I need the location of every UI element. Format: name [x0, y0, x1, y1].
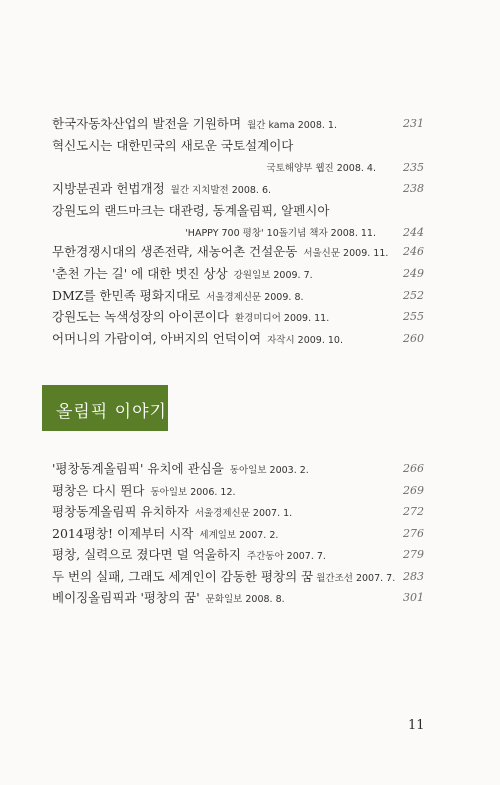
- entry-page: 238: [403, 182, 424, 195]
- entry-source: 월간 kama 2008. 1.: [247, 120, 337, 131]
- entry-page: 279: [403, 548, 424, 561]
- toc-entry: [52, 138, 424, 177]
- toc-entry: [52, 244, 424, 262]
- toc-entry: [52, 526, 424, 544]
- entry-title: 강원도는 녹색성장의 아이콘이다: [52, 309, 229, 324]
- entry-source: 서울신문 2009. 11.: [303, 248, 389, 259]
- entry-title: 한국자동차산업의 발전을 기원하며: [52, 116, 242, 131]
- toc-entry: [52, 181, 424, 199]
- entry-page: 244: [403, 226, 424, 239]
- entry-title: '춘천 가는 길' 에 대한 벗진 상상: [52, 266, 228, 281]
- toc-entry: [52, 569, 424, 587]
- entry-page: 283: [403, 570, 424, 583]
- toc-entry: [52, 266, 424, 284]
- entry-source: 세계일보 2007. 2.: [199, 530, 279, 541]
- entry-title: 무한경쟁시대의 생존전략, 새농어촌 건설운동: [52, 244, 298, 259]
- entry-title: 베이징올림픽과 '평창의 꿈': [52, 590, 200, 605]
- entry-title: 평창동계올림픽 유치하자: [52, 504, 189, 519]
- toc-entry: [52, 504, 424, 522]
- entry-page: 235: [403, 161, 424, 174]
- entry-source: 주간동아 2007. 7.: [246, 551, 326, 562]
- entry-title: 혁신도시는 대한민국의 새로운 국토설계이다: [52, 138, 294, 153]
- entry-page: 255: [403, 310, 424, 323]
- entry-source: 서울경제신문 2009. 8.: [206, 292, 304, 303]
- entry-page: 249: [403, 267, 424, 280]
- entry-page: 266: [403, 462, 424, 475]
- entry-page: 301: [403, 591, 424, 604]
- entry-source: 자작시 2009. 10.: [267, 335, 343, 346]
- entry-source: 국토해양부 웹진 2008. 4.: [266, 163, 376, 174]
- toc-entry: [52, 309, 424, 327]
- entry-source: 월간조선 2007. 7.: [316, 573, 396, 584]
- entry-title: 어머니의 가람이여, 아버지의 언덕이여: [52, 331, 262, 346]
- entry-page: 269: [403, 484, 424, 497]
- entry-source: 서울경제신문 2007. 1.: [194, 508, 293, 519]
- entry-source: 문화일보 2008. 8.: [205, 594, 285, 605]
- toc-entry: [52, 288, 424, 306]
- entry-page: 231: [403, 117, 424, 130]
- toc-entry: [52, 461, 424, 479]
- section-heading: [42, 385, 168, 431]
- entry-page: 246: [403, 245, 424, 258]
- entry-title: DMZ를 한민족 평화지대로: [52, 288, 201, 303]
- toc-entry: [52, 203, 424, 242]
- toc-entry: [52, 331, 424, 349]
- entry-title: 2014평창! 이제부터 시작: [52, 526, 194, 541]
- entry-source: 동아일보 2006. 12.: [150, 487, 236, 498]
- entry-source: 강원일보 2009. 7.: [233, 270, 313, 281]
- entry-source: 'HAPPY 700 평창' 10돌기념 책자 2008. 11.: [185, 228, 376, 239]
- entry-page: 272: [403, 505, 424, 518]
- page-number: 11: [408, 718, 425, 733]
- section-title: 올림픽 이야기: [56, 402, 167, 422]
- toc-entry: [52, 116, 424, 134]
- toc-entry: [52, 590, 424, 608]
- entry-page: 276: [403, 527, 424, 540]
- entry-title: '평창동계올림픽' 유치에 관심을: [52, 461, 224, 476]
- entry-title: 강원도의 랜드마크는 대관령, 동계올림픽, 알펜시아: [52, 203, 330, 218]
- entry-source: 환경미디어 2009. 11.: [235, 313, 330, 324]
- entry-title: 평창, 실력으로 졌다면 덜 억울하지: [52, 547, 241, 562]
- entry-title: 평창은 다시 뛴다: [52, 483, 145, 498]
- entry-source: 월간 지치발전 2008. 6.: [170, 185, 272, 196]
- entry-page: 260: [403, 332, 424, 345]
- entry-source: 동아일보 2003. 2.: [229, 465, 309, 476]
- entry-title: 지방분권과 헌법개정: [52, 181, 165, 196]
- entry-page: 252: [403, 289, 424, 302]
- toc-entry: [52, 547, 424, 565]
- entry-title: 두 번의 실패, 그래도 세계인이 감동한 평창의 꿈: [52, 569, 314, 584]
- toc-entry: [52, 483, 424, 501]
